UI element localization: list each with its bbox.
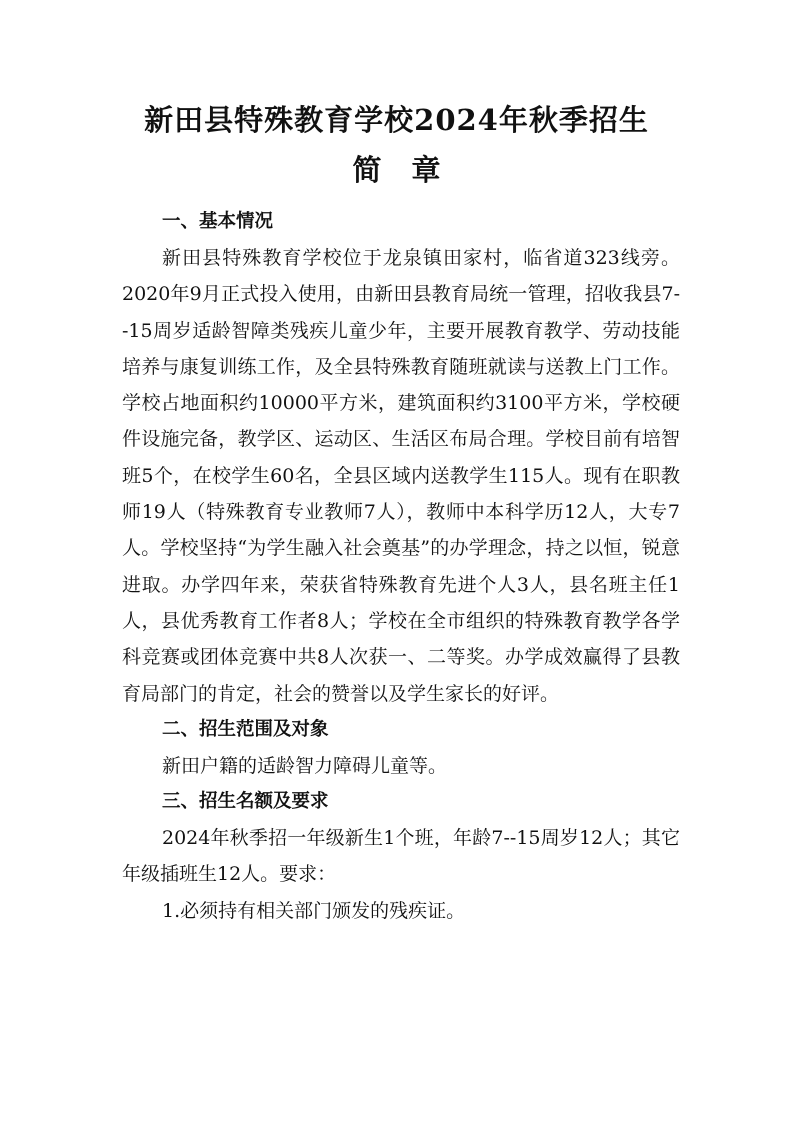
subtitle-char-2: 章 xyxy=(411,153,441,187)
basic-info-paragraph: 新田县特殊教育学校位于龙泉镇田家村，临省道323线旁。2020年9月正式投入使用，由新田县教育局统一管理，招收我县7--15周岁适龄智障类残疾儿童少年，主要开展教育教学、劳动技能培养与康复训练工作，及全县特殊教育随班就读与送教上门工作。学校占地面积约10000平方米，建筑面积约3100平方米，学校硬件设施完备，教学区、运动区、生活区布局合理。学校目前有培智班5个，在校学生60名，全县区域内送教学生115人。现有在职教师19人（特殊教育专业教师7人），教师中本科学历12人，大专7人。学校坚持“为学生融入社会奠基”的办学理念，持之以恒，锐意进取。办学四年来，荣获省特殊教育先进个人3人，县名班主任1人，县优秀教育工作者8人；学校在全市组织的特殊教育教学各学科竞赛或团体竞赛中共8人次获一、二等奖。办学成效赢得了县教育局部门的肯定，社会的赞誉以及学生家长的好评。 xyxy=(122,247,680,705)
document-body xyxy=(122,204,680,929)
section-heading-scope: 二、招生范围及对象 xyxy=(162,718,329,740)
document-title: 新田县特殊教育学校2024年秋季招生 xyxy=(144,103,649,137)
quota-paragraph: 2024年秋季招一年级新生1个班，年龄7--15周岁12人；其它年级插班生12人。要求： xyxy=(122,827,680,886)
requirement-item-1: 1.必须持有相关部门颁发的残疾证。 xyxy=(162,899,466,922)
document-subtitle xyxy=(0,150,793,190)
subtitle-char-1: 简 xyxy=(352,153,382,187)
section-heading-basic-info: 一、基本情况 xyxy=(162,211,274,232)
scope-paragraph: 新田户籍的适龄智力障碍儿童等。 xyxy=(162,754,448,777)
section-heading-quota: 三、招生名额及要求 xyxy=(162,791,329,813)
